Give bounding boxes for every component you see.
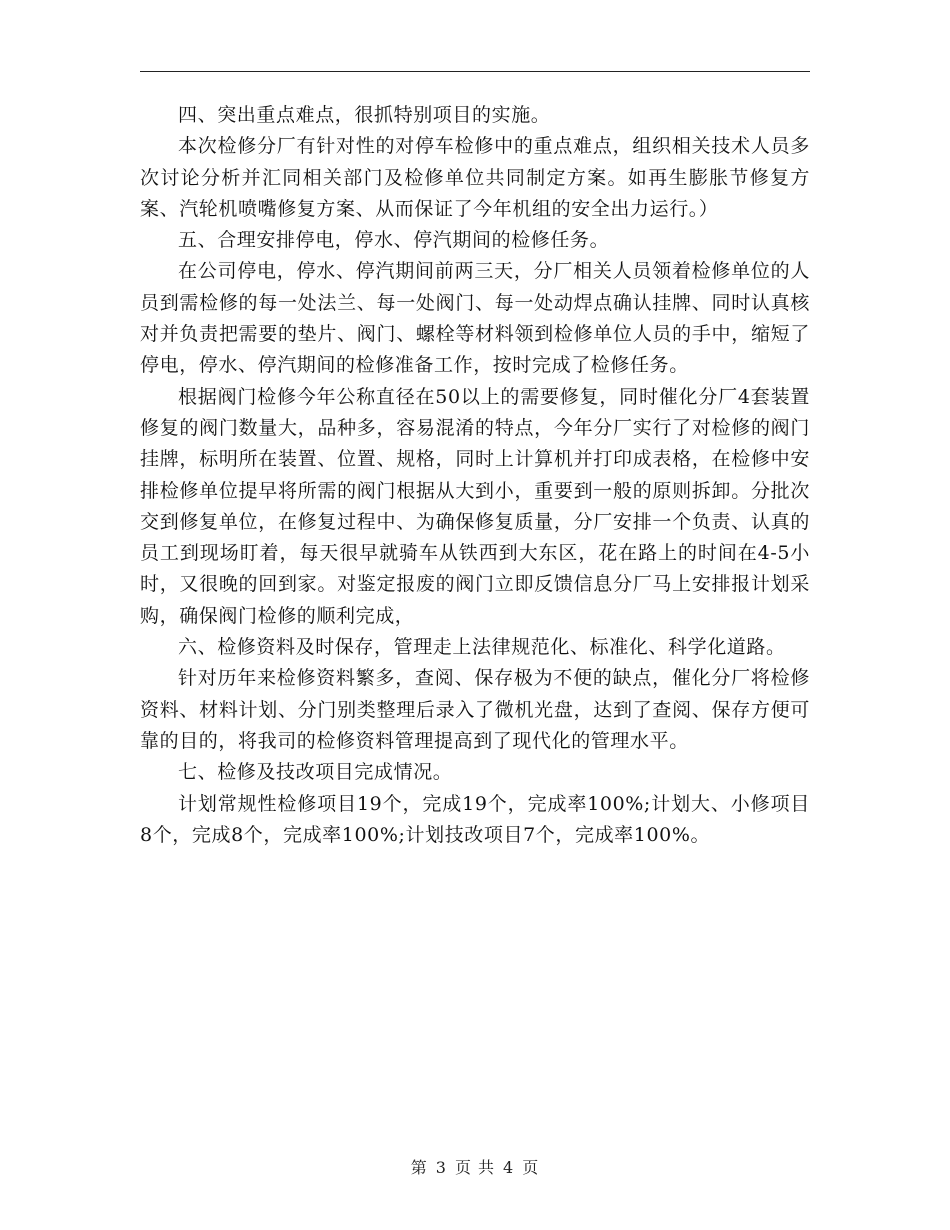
body-paragraph: 在公司停电，停水、停汽期间前两三天，分厂相关人员领着检修单位的人员到需检修的每一处法兰、每一处阀门、每一处动焊点确认挂牌、同时认真核对并负责把需要的垫片、阀门、螺栓等材料领到检修单位人员的手中，缩短了停电，停水、停汽期间的检修准备工作，按时完成了检修任务。	[140, 260, 810, 377]
page-footer	[0, 1155, 950, 1178]
body-paragraph: 根据阀门检修今年公称直径在50以上的需要修复，同时催化分厂4套装置修复的阀门数量大，品种多，容易混淆的特点，今年分厂实行了对检修的阀门挂牌，标明所在装置、位置、规格，同时上计算机并打印成表格，在检修中安排检修单位提早将所需的阀门根据从大到小，重要到一般的原则拆卸。分批次交到修复单位，在修复过程中、为确保修复质量，分厂安排一个负责、认真的员工到现场盯着，每天很早就骑车从铁西到大东区，花在路上的时间在4-5小时，又很晚的回到家。对鉴定报废的阀门立即反馈信息分厂马上安排报计划采购，确保阀门检修的顺利完成，	[140, 385, 810, 627]
section-heading-5: 五、合理安排停电，停水、停汽期间的检修任务。	[178, 229, 610, 252]
header-rule	[140, 71, 810, 72]
section-heading-7: 七、检修及技改项目完成情况。	[178, 761, 453, 784]
body-paragraph: 本次检修分厂有针对性的对停车检修中的重点难点，组织相关技术人员多次讨论分析并汇同相关部门及检修单位共同制定方案。如再生膨胀节修复方案、汽轮机喷嘴修复方案、从而保证了今年机组的安全出力运行。）	[140, 135, 810, 220]
body-paragraph: 针对历年来检修资料繁多，查阅、保存极为不便的缺点，催化分厂将检修资料、材料计划、分门别类整理后录入了微机光盘，达到了查阅、保存方便可靠的目的，将我司的检修资料管理提高到了现代化的管理水平。	[140, 667, 810, 752]
document-body	[140, 100, 810, 851]
footer-prefix: 第	[410, 1158, 428, 1177]
footer-middle: 页 共	[454, 1158, 496, 1177]
section-heading-6: 六、检修资料及时保存，管理走上法律规范化、标准化、科学化道路。	[178, 636, 786, 659]
body-paragraph: 计划常规性检修项目19个，完成19个，完成率100%;计划大、小修项目8个，完成8个，完成率100%;计划技改项目7个，完成率100%。	[140, 792, 810, 846]
section-heading-4: 四、突出重点难点，很抓特别项目的实施。	[178, 104, 551, 126]
footer-page-number: 3	[435, 1158, 447, 1177]
footer-total-pages: 4	[503, 1158, 515, 1177]
footer-suffix: 页	[522, 1158, 540, 1177]
